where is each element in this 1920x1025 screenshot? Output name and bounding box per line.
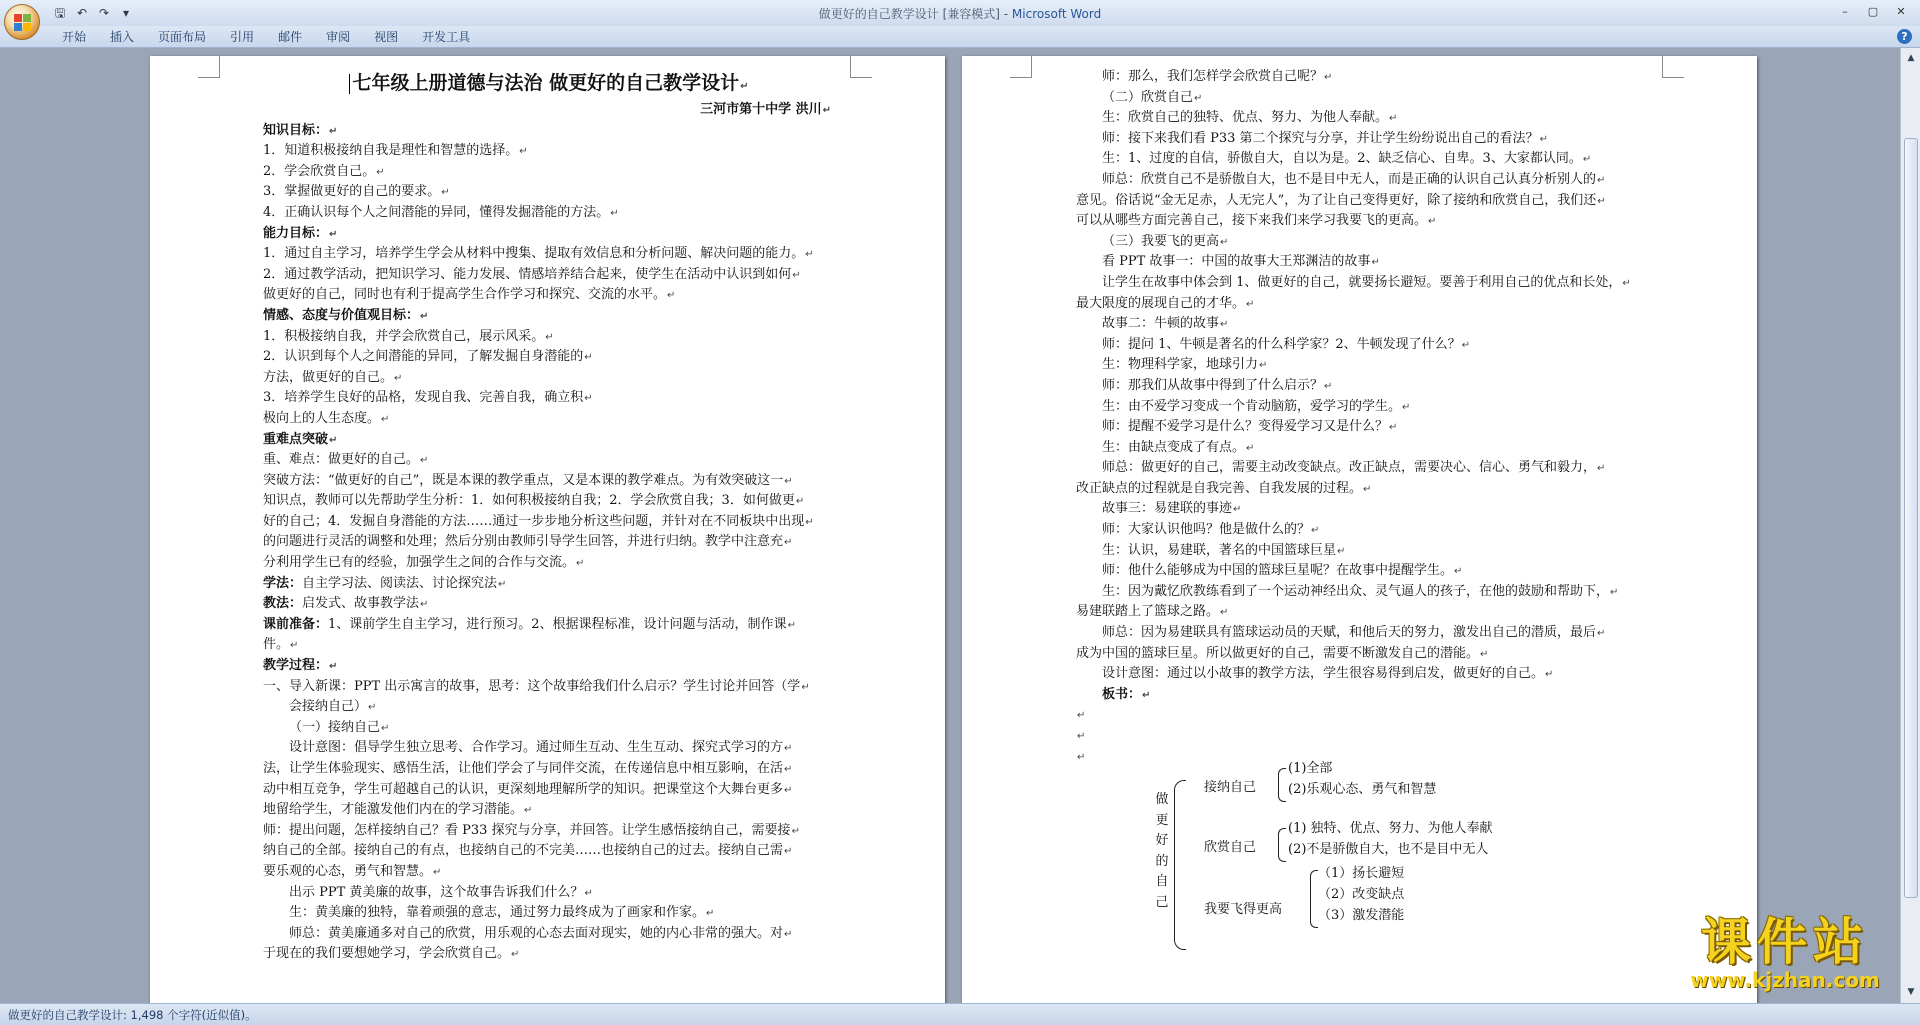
text-line: 生：欣赏自己的独特、优点、努力、为他人奉献。↵ bbox=[1102, 110, 1398, 126]
save-icon[interactable]: 🖫 bbox=[54, 6, 66, 20]
branch-item: (2)不是骄傲自大，也不是目中无人 bbox=[1288, 842, 1489, 857]
text-line: 于现在的我们要想她学习，学会欣赏自己。↵ bbox=[263, 946, 520, 962]
text-line: 故事二：牛顿的故事↵ bbox=[1102, 316, 1229, 332]
customize-qat-icon[interactable]: ▾ bbox=[122, 6, 130, 20]
text-line: 生：由缺点变成了有点。↵ bbox=[1102, 439, 1255, 455]
maximize-icon[interactable]: ▢ bbox=[1867, 5, 1879, 18]
branch-label: 欣赏自己 bbox=[1204, 840, 1257, 855]
document-title: 做更好的自己教学设计 [兼容模式] - bbox=[818, 7, 1012, 21]
text-line: 一、导入新课：PPT 出示寓言的故事，思考：这个故事给我们什么启示？学生讨论并回答（学↵ bbox=[263, 678, 810, 694]
page-right-text[interactable] bbox=[1076, 67, 1658, 767]
text-line: 突破方法：“做更好的自己”，既是本课的教学重点，又是本课的教学难点。为有效突破这一↵ bbox=[263, 472, 793, 488]
text-line: 学法：自主学习法、阅读法、讨论探究法↵ bbox=[263, 575, 507, 591]
text-line: 课前准备：1、课前学生自主学习，进行预习。2、根据课程标准，设计问题与活动，制作课↵ bbox=[263, 616, 796, 632]
text-line: 好的自己；4．发掘自身潜能的方法……通过一步步地分析这些问题，并针对在不同板块中出现↵ bbox=[263, 513, 814, 529]
text-line: 知识目标：↵ bbox=[263, 122, 338, 138]
text-line: 生：因为戴忆欣教练看到了一个运动神经出众、灵气逼人的孩子，在他的鼓励和帮助下，↵ bbox=[1102, 583, 1619, 599]
board-vertical-title bbox=[1152, 790, 1172, 914]
text-line: 设计意图：通过以小故事的教学方法，学生很容易得到启发，做更好的自己。↵ bbox=[1102, 666, 1554, 682]
document-workspace[interactable] bbox=[0, 48, 1900, 1003]
text-line: 生：1、过度的自信，骄傲自大，自以为是。2、缺乏信心、自卑。3、大家都认同。↵ bbox=[1102, 151, 1592, 167]
text-line: 师：他什么能够成为中国的篮球巨星呢？在故事中提醒学生。↵ bbox=[1102, 563, 1463, 579]
text-line: 师：提醒不爱学习是什么？变得爱学习又是什么？↵ bbox=[1102, 419, 1398, 435]
sub-brace bbox=[1278, 768, 1286, 802]
scroll-thumb[interactable] bbox=[1904, 138, 1918, 898]
text-line: 3．培养学生良好的品格，发现自我、完善自我，确立积↵ bbox=[263, 390, 593, 406]
text-line: ↵ bbox=[1077, 731, 1086, 742]
text-line: （一）接纳自己↵ bbox=[289, 719, 390, 735]
text-line: 做更好的自己，同时也有利于提高学生合作学习和探究、交流的水平。↵ bbox=[263, 287, 676, 303]
text-line: 动中相互竞争，学生可超越自己的认识，更深刻地理解所学的知识。把课堂这个大舞台更多↵ bbox=[263, 781, 793, 797]
sub-brace bbox=[1310, 870, 1318, 928]
text-line: 重、难点：做更好的自己。↵ bbox=[263, 452, 429, 468]
window-controls bbox=[1832, 3, 1914, 21]
scroll-up-icon[interactable]: ▲ bbox=[1907, 53, 1915, 63]
branch-item: （3）激发潜能 bbox=[1318, 908, 1405, 923]
vertical-scrollbar[interactable] bbox=[1900, 48, 1920, 1003]
text-line: 2．学会欣赏自己。↵ bbox=[263, 163, 385, 179]
text-line: 师：提问 1、牛顿是著名的什么科学家？2、牛顿发现了什么？↵ bbox=[1102, 336, 1471, 352]
text-line: 3．掌握做更好的自己的要求。↵ bbox=[263, 184, 450, 200]
branch-item: （1）扬长避短 bbox=[1318, 866, 1405, 881]
board-title-char: 更 bbox=[1155, 812, 1169, 828]
tab-mailings[interactable]: 邮件 bbox=[278, 30, 303, 44]
text-line: 板书：↵ bbox=[1102, 686, 1151, 702]
text-line: 生：黄美廉的独特，靠着顽强的意志，通过努力最终成为了画家和作家。↵ bbox=[289, 905, 715, 921]
tab-developer[interactable]: 开发工具 bbox=[422, 30, 471, 44]
text-line: 4．正确认识每个人之间潜能的异同，懂得发掘潜能的方法。↵ bbox=[263, 204, 619, 220]
minimize-icon[interactable]: – bbox=[1842, 5, 1848, 18]
page-right[interactable] bbox=[962, 56, 1757, 1003]
text-line: 意见。俗话说“金无足赤，人无完人”，为了让自己变得更好，除了接纳和欣赏自己，我们还↵ bbox=[1076, 192, 1606, 208]
text-line: 极向上的人生态度。↵ bbox=[263, 410, 390, 426]
close-icon[interactable]: ✕ bbox=[1896, 5, 1906, 18]
app-name: Microsoft Word bbox=[1011, 7, 1102, 21]
text-line: 设计意图：倡导学生独立思考、合作学习。通过师生互动、生生互动、探究式学习的方↵ bbox=[289, 740, 793, 756]
text-line: 1．通过自主学习，培养学生学会从材料中搜集、提取有效信息和分析问题、解决问题的能力。↵ bbox=[263, 246, 814, 262]
office-button[interactable] bbox=[4, 4, 40, 40]
crop-mark bbox=[1662, 56, 1684, 78]
tab-insert[interactable]: 插入 bbox=[110, 30, 135, 44]
page-left-text[interactable] bbox=[263, 66, 835, 965]
document-heading: 七年级上册道德与法治 做更好的自己教学设计↵ bbox=[263, 66, 835, 100]
text-line: 2．通过教学活动，把知识学习、能力发展、情感培养结合起来，使学生在活动中认识到如何↵ bbox=[263, 266, 801, 282]
text-line: 分利用学生已有的经验，加强学生之间的合作与交流。↵ bbox=[263, 555, 585, 571]
tab-references[interactable]: 引用 bbox=[230, 30, 255, 44]
text-line: 的问题进行灵活的调整和处理；然后分别由教师引导学生回答，并进行归纳。教学中注意充↵ bbox=[263, 534, 793, 550]
text-line: 纳自己的全部。接纳自己的有点，也接纳自己的不完美……也接纳自己的过去。接纳自己需↵ bbox=[263, 843, 793, 859]
text-line: ↵ bbox=[1077, 710, 1086, 722]
board-title-char: 好 bbox=[1155, 833, 1169, 849]
text-line: 最大限度的展现自己的才华。↵ bbox=[1076, 295, 1255, 311]
branch-label: 接纳自己 bbox=[1204, 780, 1257, 795]
word-count-status[interactable]: 做更好的自己教学设计: 1,498 个字符(近似值)。 bbox=[8, 1008, 257, 1022]
text-line: 看 PPT 故事一：中国的故事大王郑渊洁的故事↵ bbox=[1102, 254, 1380, 270]
board-title-char: 己 bbox=[1155, 894, 1169, 910]
text-line: 成为中国的篮球巨星。所以做更好的自己，需要不断激发自己的潜能。↵ bbox=[1076, 645, 1489, 661]
text-line: 师总：做更好的自己，需要主动改变缺点。改正缺点，需要决心、信心、勇气和毅力，↵ bbox=[1102, 460, 1606, 476]
text-line: 故事三：易建联的事迹↵ bbox=[1102, 501, 1242, 517]
tab-view[interactable]: 视图 bbox=[374, 30, 399, 44]
watermark-url: www.kjzhan.com bbox=[1690, 968, 1880, 992]
tab-review[interactable]: 审阅 bbox=[326, 30, 351, 44]
text-line: 易建联踏上了篮球之路。↵ bbox=[1076, 604, 1229, 620]
ribbon-tab-bar bbox=[0, 26, 1920, 48]
text-line: 生：物理科学家，地球引力↵ bbox=[1102, 357, 1268, 373]
text-line: 重难点突破↵ bbox=[263, 431, 338, 447]
blackboard-outline bbox=[1152, 762, 1572, 952]
text-line: 教学过程：↵ bbox=[263, 658, 338, 674]
text-line: （三）我要飞的更高↵ bbox=[1102, 233, 1229, 249]
text-line: 1．积极接纳自我，并学会欣赏自己，展示风采。↵ bbox=[263, 328, 554, 344]
text-line: 师总：黄美廉通多对自己的欣赏，用乐观的心态去面对现实，她的内心非常的强大。对↵ bbox=[289, 925, 793, 941]
text-line: 方法，做更好的自己。↵ bbox=[263, 369, 403, 385]
text-line: 师：提出问题，怎样接纳自己？看 P33 探究与分享，并回答。让学生感悟接纳自己，需要接↵ bbox=[263, 822, 800, 838]
tab-home[interactable]: 开始 bbox=[62, 30, 87, 44]
crop-mark bbox=[850, 56, 872, 78]
text-line: 能力目标：↵ bbox=[263, 225, 338, 241]
help-icon[interactable]: ? bbox=[1897, 29, 1912, 44]
sub-brace bbox=[1278, 828, 1286, 862]
text-line: 2．认识到每个人之间潜能的异同，了解发掘自身潜能的↵ bbox=[263, 349, 593, 365]
page-left[interactable] bbox=[150, 56, 945, 1003]
text-line: 会接纳自己）↵ bbox=[289, 699, 377, 715]
main-brace bbox=[1174, 780, 1186, 950]
redo-icon[interactable]: ↷ bbox=[98, 6, 110, 20]
text-line: 出示 PPT 黄美廉的故事，这个故事告诉我们什么？↵ bbox=[289, 884, 593, 900]
text-cursor bbox=[349, 74, 350, 94]
window-title bbox=[0, 5, 1920, 22]
text-line: 师总：欣赏自己不是骄傲自大，也不是目中无人，而是正确的认识自己认真分析别人的↵ bbox=[1102, 171, 1606, 187]
office-logo-icon bbox=[14, 14, 32, 32]
status-bar bbox=[0, 1003, 1920, 1025]
scroll-down-icon[interactable]: ▼ bbox=[1907, 987, 1915, 997]
crop-mark bbox=[1010, 56, 1032, 78]
board-title-char: 自 bbox=[1155, 874, 1169, 890]
text-line: （二）欣赏自己↵ bbox=[1102, 89, 1203, 105]
text-line: 改正缺点的过程就是自我完善、自我发展的过程。↵ bbox=[1076, 480, 1372, 496]
text-line: 情感、态度与价值观目标：↵ bbox=[263, 307, 429, 323]
text-line: ↵ bbox=[1077, 751, 1086, 763]
tab-page-layout[interactable]: 页面布局 bbox=[158, 30, 207, 44]
text-line: 让学生在故事中体会到 1、做更好的自己，就要扬长避短。要善于利用自己的优点和长处，↵ bbox=[1102, 274, 1631, 290]
text-line: 师：接下来我们看 P33 第二个探究与分享，并让学生纷纷说出自己的看法？↵ bbox=[1102, 130, 1548, 146]
text-line: 师：那么，我们怎样学会欣赏自己呢？↵ bbox=[1102, 69, 1333, 84]
text-line: 师：大家认识他吗？他是做什么的？↵ bbox=[1102, 522, 1320, 538]
text-line: 件。↵ bbox=[263, 637, 299, 653]
author-line: 三河市第十中学 洪川↵ bbox=[700, 102, 831, 117]
text-line: 可以从哪些方面完善自己，接下来我们来学习我要飞的更高。↵ bbox=[1076, 213, 1437, 229]
board-title-char: 做 bbox=[1155, 792, 1169, 807]
text-line: 师总：因为易建联具有篮球运动员的天赋，和他后天的努力，激发出自己的潜质，最后↵ bbox=[1102, 625, 1606, 641]
text-line: 生：由不爱学习变成一个肯动脑筋，爱学习的学生。↵ bbox=[1102, 398, 1411, 414]
branch-item: (1)全部 bbox=[1288, 761, 1333, 776]
title-bar bbox=[0, 0, 1920, 26]
text-line: 教法：启发式、故事教学法↵ bbox=[263, 596, 429, 612]
board-title-char: 的 bbox=[1155, 853, 1169, 869]
text-line: 要乐观的心态，勇气和智慧。↵ bbox=[263, 863, 442, 879]
watermark-logo-text: 课件站 bbox=[1701, 913, 1869, 971]
text-line: 地留给学生，才能激发他们内在的学习潜能。↵ bbox=[263, 802, 533, 818]
text-line: 师：那我们从故事中得到了什么启示？↵ bbox=[1102, 377, 1333, 393]
text-line: 知识点，教师可以先帮助学生分析：1．如何积极接纳自我；2．学会欣赏自我；3．如何做更↵ bbox=[263, 493, 805, 509]
site-watermark bbox=[1660, 915, 1910, 995]
branch-label: 我要飞得更高 bbox=[1204, 902, 1283, 917]
text-line: 1．知道积极接纳自我是理性和智慧的选择。↵ bbox=[263, 143, 528, 159]
text-line: 生：认识，易建联，著名的中国篮球巨星↵ bbox=[1102, 542, 1346, 558]
undo-icon[interactable]: ↶ bbox=[76, 6, 88, 20]
crop-mark bbox=[198, 56, 220, 78]
branch-item: (2)乐观心态、勇气和智慧 bbox=[1288, 782, 1437, 797]
branch-item: （2）改变缺点 bbox=[1318, 887, 1405, 902]
text-line: 法，让学生体验现实、感悟生活，让他们学会了与同伴交流，在传递信息中相互影响，在活↵ bbox=[263, 761, 793, 776]
branch-item: (1) 独特、优点、努力、为他人奉献 bbox=[1288, 821, 1493, 836]
